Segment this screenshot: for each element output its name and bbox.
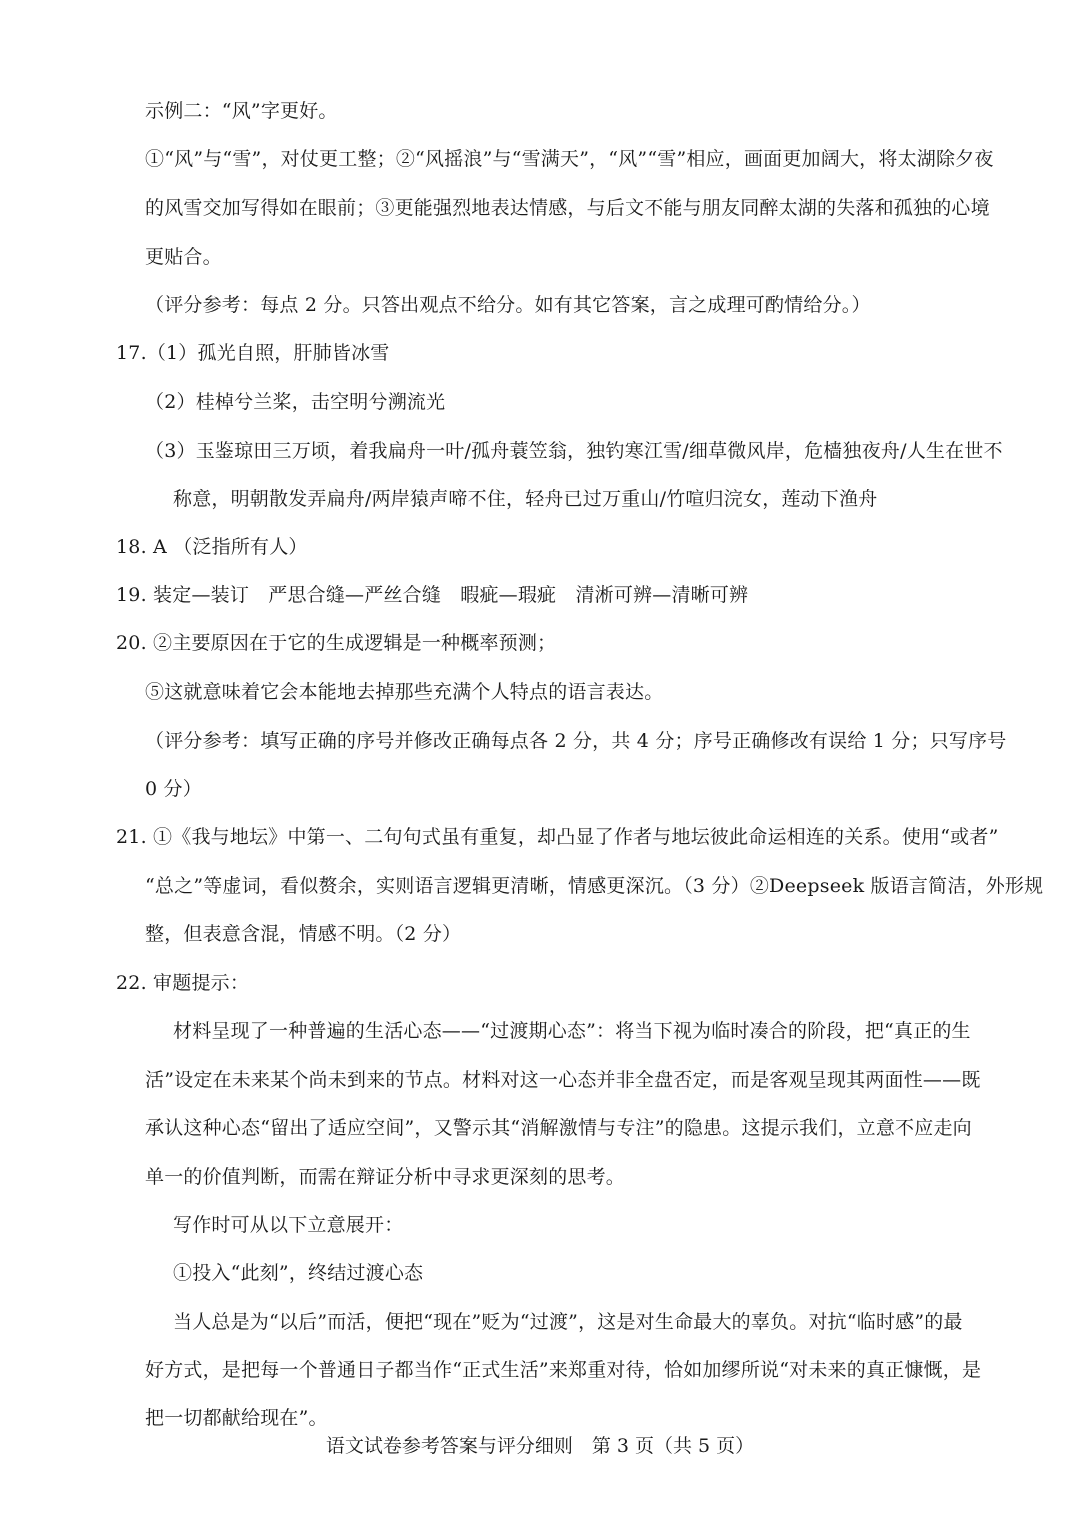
text-line-3: 的风雪交加写得如在眼前；③更能强烈地表达情感，与后文不能与朋友同醉太湖的失落和孤独的心境 <box>145 197 990 219</box>
text-line-21: 活”设定在未来某个尚未到来的节点。材料对这一心态并非全盘否定，而是客观呈现其两面性——既 <box>145 1069 981 1091</box>
text-line-23: 单一的价值判断，而需在辩证分析中寻求更深刻的思考。 <box>145 1166 626 1188</box>
text-line-8: （3）玉鉴琼田三万顷，着我扁舟一叶/孤舟蓑笠翁，独钓寒江雪/细草微风岸，危樯独夜舟/人生在世不 <box>145 440 1003 462</box>
text-line-15: 0 分） <box>145 778 202 800</box>
text-line-18: 整，但表意含混，情感不明。（2 分） <box>145 923 462 945</box>
text-line-27: 好方式，是把每一个普通日子都当作“正式生活”来郑重对待，恰如加缪所说“对未来的真正慷慨，是 <box>145 1359 982 1381</box>
text-line-16: 21. ①《我与地坛》中第一、二句句式虽有重复，却凸显了作者与地坛彼此命运相连的关系。使用“或者” <box>116 826 999 848</box>
text-line-1: 示例二：“风”字更好。 <box>145 100 338 122</box>
text-line-12: 20. ②主要原因在于它的生成逻辑是一种概率预测； <box>116 632 557 654</box>
text-line-19: 22. 审题提示： <box>116 972 250 994</box>
text-line-26: 当人总是为“以后”而活，便把“现在”贬为“过渡”，这是对生命最大的辜负。对抗“临时感”的最 <box>173 1311 963 1333</box>
text-line-22: 承认这种心态“留出了适应空间”，又警示其“消解激情与专注”的隐患。这提示我们，立意不应走向 <box>145 1117 972 1139</box>
text-line-11: 19. 装定—装订 严思合缝—严丝合缝 暇疵—瑕疵 清淅可辨—清晰可辨 <box>116 584 749 606</box>
text-line-20: 材料呈现了一种普遍的生活心态——“过渡期心态”：将当下视为临时凑合的阶段，把“真正的生 <box>173 1020 971 1042</box>
text-line-6: 17.（1）孤光自照，肝肺皆冰雪 <box>116 342 390 364</box>
text-line-7: （2）桂棹兮兰桨，击空明兮溯流光 <box>145 391 446 413</box>
text-line-4: 更贴合。 <box>145 246 222 268</box>
page-footer: 语文试卷参考答案与评分细则 第 3 页（共 5 页） <box>325 1435 755 1457</box>
text-line-13: ⑤这就意味着它会本能地去掉那些充满个人特点的语言表达。 <box>145 681 664 703</box>
text-line-14: （评分参考：填写正确的序号并修改正确每点各 2 分，共 4 分；序号正确修改有误给 1 分；只写序号 <box>145 730 1007 752</box>
text-line-10: 18. A （泛指所有人） <box>116 536 308 558</box>
text-line-25: ①投入“此刻”，终结过渡心态 <box>173 1262 424 1284</box>
text-line-24: 写作时可从以下立意展开： <box>173 1214 404 1236</box>
text-line-5: （评分参考：每点 2 分。只答出观点不给分。如有其它答案，言之成理可酌情给分。） <box>145 294 871 316</box>
text-line-9: 称意，明朝散发弄扁舟/两岸猿声啼不住，轻舟已过万重山/竹喧归浣女，莲动下渔舟 <box>173 488 878 510</box>
text-line-2: ①“风”与“雪”，对仗更工整；②“风摇浪”与“雪满天”，“风”“雪”相应，画面更加阔大，将太湖除夕夜 <box>145 148 994 170</box>
text-line-17: “总之”等虚词，看似赘余，实则语言逻辑更清晰，情感更深沉。（3 分）②Deepseek 版语言简洁，外形规 <box>145 875 1044 897</box>
text-line-28: 把一切都献给现在”。 <box>145 1407 328 1429</box>
